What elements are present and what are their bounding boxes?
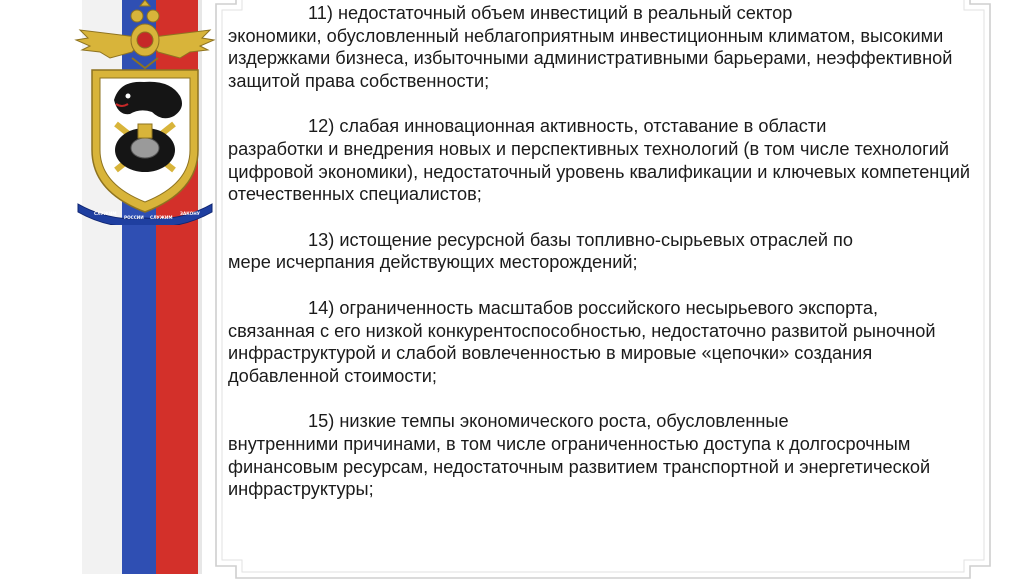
paragraph-continuation: разработки и внедрения новых и перспективных технологий (в том числе технологий цифровой экономики), недостаточный уровень квалификации и ключевых компетенций отечественных специалистов; bbox=[228, 138, 971, 205]
paragraph-14 bbox=[228, 297, 980, 387]
paragraph-continuation: внутренними причинами, в том числе ограниченностью доступа к долгосрочным финансовым ресурсам, недостаточным развитием транспортной и энергетической инфраструктуры; bbox=[228, 433, 931, 500]
paragraph-15 bbox=[228, 410, 980, 500]
paragraph-first-line: 11) недостаточный объем инвестиций в реальный сектор bbox=[308, 3, 793, 23]
ribbon-word-3: СЛУЖИМ bbox=[150, 215, 173, 220]
paragraph-continuation: экономики, обусловленный неблагоприятным инвестиционным климатом, высокими издержками бизнеса, избыточными административными барьерами, неэффективной защитой права собственности; bbox=[228, 25, 953, 91]
police-emblem bbox=[70, 0, 220, 225]
paragraph-11 bbox=[228, 2, 980, 92]
document-text bbox=[228, 2, 980, 524]
paragraph-first-line: 15) низкие темпы экономического роста, обусловленные bbox=[308, 411, 789, 432]
paragraph-continuation: связанная с его низкой конкурентоспособностью, недостаточно развитой рыночной инфраструктурой и слабой вовлеченностью в мировые «цепочки» создания добавленной стоимости; bbox=[228, 320, 936, 386]
ribbon-word-1: СЛУЖИМ bbox=[94, 211, 117, 216]
ribbon-word-2: РОССИИ bbox=[124, 215, 144, 220]
paragraph-first-line: 14) ограниченность масштабов российского несырьевого экспорта, bbox=[308, 297, 879, 318]
eagle-icon bbox=[76, 0, 214, 68]
ribbon-word-4: ЗАКОНУ bbox=[180, 211, 200, 216]
paragraph-first-line: 12) слабая инновационная активность, отставание в области bbox=[308, 116, 827, 137]
paragraph-13 bbox=[228, 229, 980, 274]
paragraph-12 bbox=[228, 115, 980, 205]
paragraph-continuation: мере исчерпания действующих месторождений; bbox=[228, 252, 638, 273]
paragraph-first-line: 13) истощение ресурсной базы топливно-сырьевых отраслей по bbox=[308, 229, 854, 250]
crossed-hammers-icon bbox=[115, 124, 175, 172]
